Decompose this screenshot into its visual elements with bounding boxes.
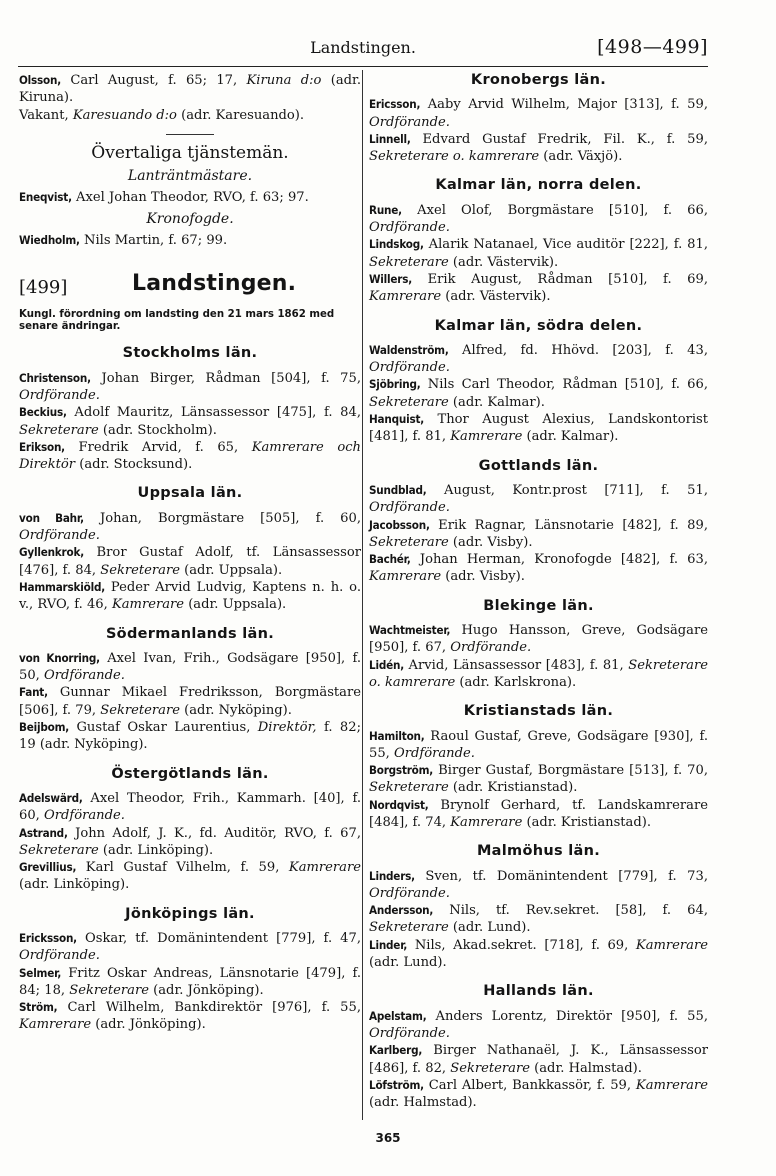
entry-text: John Adolf, J. K., fd. Auditör, RVO, f. 67, (67, 825, 361, 841)
section-entries (369, 202, 708, 306)
entry (369, 797, 708, 832)
entry-text: Aaby Arvid Wilhelm, Major [313], f. 59, (420, 97, 708, 113)
section-heading: Stockholms län. (122, 345, 258, 362)
entry-name: von Bahr, (19, 510, 84, 525)
chapter-number: [499] (19, 277, 68, 299)
entry-role: Direktör, (257, 720, 317, 736)
entry-text: Fredrik Arvid, f. 65, (64, 439, 252, 455)
entry-name: Olsson, (19, 73, 62, 87)
entry-text: Oskar, tf. Domänintendent [779], f. 47, (76, 930, 361, 946)
entry (369, 657, 708, 692)
entry-name: Lidén, (369, 657, 404, 672)
entry-text: Axel Ivan, Frih., Godsägare [950], f. 50, (19, 650, 361, 684)
entry (369, 482, 708, 517)
entry-name: von Knorring, (19, 650, 100, 665)
entry-text: Thor August Alexius, Landskontorist [481], f. 81, (369, 412, 708, 445)
entry (369, 517, 708, 552)
section-entries (19, 510, 361, 614)
section-heading: Kristianstads län. (463, 703, 614, 720)
entry-text: Gustaf Oskar Laurentius, (69, 720, 258, 736)
entry-text: Peder Arvid Ludvig, Kaptens n. h. o. v., RVO, f. 46, (19, 579, 361, 613)
entry-text: Alarik Natanael, Vice auditör [222], f. 81, (423, 237, 708, 253)
entry-name: Hamilton, (369, 728, 425, 743)
entry-role: Ordförande. (369, 1025, 450, 1041)
entry (19, 404, 361, 439)
chapter-heading (19, 271, 361, 307)
entry-text: Anders Lorentz, Direktör [950], f. 55, (426, 1008, 708, 1024)
entry (369, 1077, 708, 1112)
entry-name: Apelstam, (369, 1008, 427, 1023)
entry-text: Birger Nathanaël, J. K., Länsassessor [486], f. 82, (369, 1043, 708, 1076)
entry-text: (adr. Karesuando). (176, 107, 305, 123)
entry-name: Hammarskiöld, (19, 579, 105, 594)
section-heading: Södermanlands län. (105, 625, 275, 642)
entry (19, 544, 361, 579)
entry-role: Kamrerare (635, 937, 708, 953)
lantrantmastare-entries (19, 189, 361, 206)
entry-text: Johan Birger, Rådman [504], f. 75, (90, 370, 361, 386)
entry (19, 684, 361, 719)
entry-text: (adr. Uppsala). (184, 597, 287, 613)
entry-name: Jacobsson, (369, 517, 430, 532)
entry-name: Rune, (369, 202, 402, 217)
right-sections (369, 72, 708, 1111)
entry-name: Waldenström, (369, 342, 449, 357)
entry-name: Christenson, (19, 370, 91, 385)
entry-role: Sekreterare (19, 422, 99, 438)
entry-text: (adr. Uppsala). (179, 562, 283, 578)
section-entries (369, 868, 708, 972)
page-number: 365 (375, 1131, 401, 1145)
entry-name: Ström, (19, 1000, 58, 1015)
entry-name: Nordqvist, (369, 797, 429, 812)
entry (369, 96, 708, 131)
entry-name: Hanquist, (369, 412, 425, 427)
entry (369, 1042, 708, 1077)
entry-role: Kamrerare (450, 429, 523, 445)
kronofogde-entries (19, 232, 361, 249)
entry-text: Nils Martin, f. 67; 99. (79, 233, 228, 249)
entry (19, 579, 361, 614)
overtaliga-heading: Övertaliga tjänstemän. (91, 142, 289, 163)
entry (369, 937, 708, 972)
entry-role: Kamrerare (369, 569, 442, 585)
entry (19, 189, 361, 206)
entry-name: Astrand, (19, 825, 68, 840)
entry-name: Selmer, (19, 965, 62, 980)
entry-role: Sekreterare o. kamrerare (369, 657, 708, 690)
entry-name: Fant, (19, 685, 48, 700)
entry-text: Bror Gustaf Adolf, tf. Länsassessor [476], f. 84, (19, 545, 361, 578)
entry-name: Wachtmeister, (369, 623, 451, 638)
entry (369, 202, 708, 237)
entry-name: Sundblad, (369, 482, 427, 497)
entry-role: Ordförande. (19, 948, 100, 964)
entry (19, 232, 361, 249)
short-rule (166, 134, 214, 135)
section-entries (369, 622, 708, 691)
entry-text: Adolf Mauritz, Länsassessor [475], f. 84, (66, 405, 361, 421)
entry-text: f. 82; 19 (adr. Nyköping). (19, 720, 361, 753)
entry-text: Carl Wilhelm, Bankdirektör [976], f. 55, (57, 1000, 361, 1016)
entry-text: Arvid, Länsassessor [483], f. 81, (403, 657, 629, 673)
entry-text: Sven, tf. Domänintendent [779], f. 73, (414, 868, 708, 884)
entry-role: Sekreterare o. kamrerare (369, 149, 540, 165)
entry-role: Kamrerare (111, 597, 185, 613)
entry-text: Axel Theodor, Frih., Kammarh. [40], f. 60, (19, 790, 361, 824)
entry-name: Beckius, (19, 405, 67, 420)
entry-text: (adr. Lund). (448, 920, 531, 936)
kronofogde-heading: Kronofogde. (146, 210, 234, 227)
section-entries (369, 96, 708, 165)
entry (19, 859, 361, 894)
entry-role: Sekreterare (369, 780, 449, 796)
entry-text: Gunnar Mikael Fredriksson, Borgmästare [506], f. 79, (19, 685, 361, 718)
entry-role: Sekreterare (369, 394, 449, 410)
entry-name: Eneqvist, (19, 190, 72, 205)
section-entries (369, 342, 708, 446)
entry-text: (adr. Linköping). (98, 842, 214, 858)
entry-text: (adr. Nyköping). (179, 702, 292, 718)
section-heading: Gottlands län. (478, 457, 599, 474)
right-column (369, 72, 708, 1111)
section-heading: Kalmar län, norra delen. (435, 177, 642, 194)
entry-name: Sjöbring, (369, 377, 421, 392)
section-entries (369, 1008, 708, 1112)
entry-name: Wiedholm, (19, 233, 80, 248)
entry-name: Lindskog, (369, 237, 424, 252)
entry-name: Grevillius, (19, 860, 77, 875)
entry-text: (adr. Växjö). (539, 149, 623, 165)
entry-text: (adr. Kristianstad). (522, 814, 652, 830)
header-rule (18, 66, 708, 67)
entry (369, 551, 708, 586)
running-head (18, 38, 708, 66)
entry (19, 965, 361, 1000)
entry-text: (adr. Jönköping). (91, 1017, 206, 1033)
entry (19, 790, 361, 825)
entry-name: Andersson, (369, 903, 434, 918)
entry-role: Ordförande. (19, 387, 100, 403)
entry-text: Hugo Hansson, Greve, Godsägare [950], f. 67, (369, 623, 708, 656)
entry-text: (adr. Västervik). (448, 254, 559, 270)
entry-name: Linnell, (369, 131, 411, 146)
section-entries (369, 482, 708, 586)
entry (19, 370, 361, 405)
entry-name: Willers, (369, 271, 413, 286)
left-column (19, 72, 361, 1034)
entry-role: Sekreterare (369, 534, 449, 550)
entry-role: Sekreterare (100, 562, 180, 578)
entry-text: (adr. Halmstad). (529, 1060, 642, 1076)
entry-name: Ericsson, (369, 97, 421, 112)
entry (369, 728, 708, 763)
section-heading: Östergötlands län. (111, 765, 269, 782)
entry (369, 762, 708, 797)
entry-text: (adr. Stockholm). (98, 422, 217, 438)
section-heading: Blekinge län. (483, 597, 594, 614)
section-entries (369, 728, 708, 832)
entry-name: Löfström, (369, 1077, 424, 1092)
entry-role: Sekreterare (100, 702, 180, 718)
entry-name: Karlberg, (369, 1043, 423, 1058)
entry-text: Birger Gustaf, Borgmästare [513], f. 70, (433, 763, 708, 779)
section-heading: Kalmar län, södra delen. (434, 317, 643, 334)
entry-text: (adr. Kiruna). (19, 73, 361, 106)
entry (19, 930, 361, 965)
entry (19, 825, 361, 860)
entry-text: Johan, Borgmästare [505], f. 60, (83, 510, 361, 526)
entry (19, 72, 361, 107)
entry-role: Ordförande. (450, 640, 532, 656)
entry-role: Kamrerare (288, 860, 361, 876)
entry-text: Nils, Akad.sekret. [718], f. 69, (407, 937, 636, 953)
entry-text: Alfred, fd. Hhövd. [203], f. 43, (448, 342, 708, 358)
entry-role: Ordförande. (369, 220, 450, 236)
entry (369, 868, 708, 903)
entry-text: (adr. Visby). (448, 534, 533, 550)
entry (369, 342, 708, 377)
entry-text: (adr. Stocksund). (75, 457, 193, 473)
chapter-title: Landstingen. (132, 271, 297, 297)
chapter-note: Kungl. förordning om landsting den 21 mars 1862 med senare ändringar. (19, 309, 335, 333)
entry-text: Johan Herman, Kronofogde [482], f. 63, (410, 552, 708, 568)
entry (19, 999, 361, 1034)
entry-role: Kamrerare (635, 1077, 708, 1093)
entry-text: Karl Gustaf Vilhelm, f. 59, (76, 860, 289, 876)
entry-text: Fritz Oskar Andreas, Länsnotarie [479], f. 84; 18, (19, 965, 361, 998)
entry (19, 650, 361, 685)
left-top-entries (19, 72, 361, 124)
section-heading: Kronobergs län. (470, 72, 607, 88)
entry-role: Ordförande. (44, 808, 125, 824)
entry-role: Karesuando d:o (72, 107, 177, 123)
entry-name: Adelswärd, (19, 790, 83, 805)
left-sections (19, 345, 361, 1033)
entry-role: Kiruna d:o (246, 73, 322, 88)
entry (369, 376, 708, 411)
entry (19, 510, 361, 545)
entry-text: (adr. Visby). (441, 569, 525, 585)
entry-text: (adr. Halmstad). (369, 1095, 477, 1111)
entry-text: Carl August, f. 65; 17, (61, 73, 247, 88)
section-entries (19, 650, 361, 754)
entry (369, 236, 708, 271)
section-heading: Jönköpings län. (125, 905, 255, 922)
entry (19, 439, 361, 474)
entry-text: Axel Olof, Borgmästare [510], f. 66, (401, 202, 708, 218)
entry-text: (adr. Västervik). (441, 289, 551, 305)
entry-text: (adr. Kalmar). (448, 394, 545, 410)
entry-text: Nils Carl Theodor, Rådman [510], f. 66, (420, 377, 708, 393)
entry-text: Edvard Gustaf Fredrik, Fil. K., f. 59, (410, 131, 708, 147)
entry (369, 622, 708, 657)
entry-role: Ordförande. (369, 360, 450, 376)
entry (369, 1008, 708, 1043)
entry-role: Kamrerare (450, 814, 523, 830)
entry-name: Ericksson, (19, 930, 77, 945)
entry-text: (adr. Lund). (369, 955, 447, 971)
entry-role: Ordförande. (19, 528, 100, 544)
entry-text: Raoul Gustaf, Greve, Godsägare [930], f. 55, (369, 728, 708, 761)
section-entries (19, 370, 361, 474)
entry (369, 902, 708, 937)
entry-name: Linders, (369, 868, 415, 883)
entry-text: Nils, tf. Rev.sekret. [58], f. 64, (433, 903, 708, 919)
entry-role: Ordförande. (369, 500, 450, 516)
entry-role: Ordförande. (394, 745, 475, 761)
entry (369, 411, 708, 446)
entry-role: Kamrerare (369, 289, 442, 305)
entry-text: (adr. Karlskrona). (455, 674, 577, 690)
entry-role: Sekreterare (450, 1060, 530, 1076)
section-heading: Hallands län. (483, 983, 594, 1000)
entry-role: Sekreterare (19, 842, 99, 858)
entry-text: Brynolf Gerhard, tf. Landskamrerare [484], f. 74, (369, 797, 708, 830)
entry-role: Sekreterare (369, 920, 449, 936)
entry-name: Gyllenkrok, (19, 545, 84, 560)
section-entries (19, 790, 361, 894)
entry-name: Erikson, (19, 439, 65, 454)
entry-name: Beijbom, (19, 720, 70, 735)
entry (19, 719, 361, 754)
entry-text: Carl Albert, Bankkassör, f. 59, (423, 1077, 636, 1093)
entry-role: Ordförande. (369, 885, 450, 901)
entry-role: Ordförande. (44, 668, 125, 684)
entry-text: (adr. Linköping). (19, 877, 130, 893)
entry-text: (adr. Jönköping). (148, 982, 264, 998)
entry-role: Ordförande. (369, 114, 450, 130)
entry-role: Sekreterare (369, 254, 449, 270)
entry-text: Erik August, Rådman [510], f. 69, (412, 271, 708, 287)
entry-text: (adr. Kristianstad). (448, 780, 578, 796)
entry-name: Borgström, (369, 763, 434, 778)
section-heading: Uppsala län. (137, 485, 243, 502)
entry (369, 131, 708, 166)
entry-text: Erik Ragnar, Länsnotarie [482], f. 89, (429, 517, 708, 533)
entry (19, 107, 361, 124)
entry-role: Kamrerare och Direktör (19, 439, 361, 473)
entry-text: Vakant, (19, 107, 73, 123)
section-heading: Malmöhus län. (476, 843, 601, 860)
entry (369, 271, 708, 306)
entry-text: Axel Johan Theodor, RVO, f. 63; 97. (71, 190, 309, 206)
page-range: [498—499] (597, 36, 708, 58)
section-entries (19, 930, 361, 1034)
running-title: Landstingen. (310, 38, 416, 57)
entry-role: Sekreterare (69, 982, 149, 998)
lantrantmastare-heading: Lanträntmästare. (127, 168, 253, 185)
column-divider (362, 70, 363, 1120)
entry-text: August, Kontr.prost [711], f. 51, (426, 482, 708, 498)
entry-role: Kamrerare (19, 1017, 92, 1033)
entry-text: (adr. Kalmar). (522, 429, 619, 445)
entry-name: Bachér, (369, 552, 411, 567)
entry-name: Linder, (369, 937, 408, 952)
